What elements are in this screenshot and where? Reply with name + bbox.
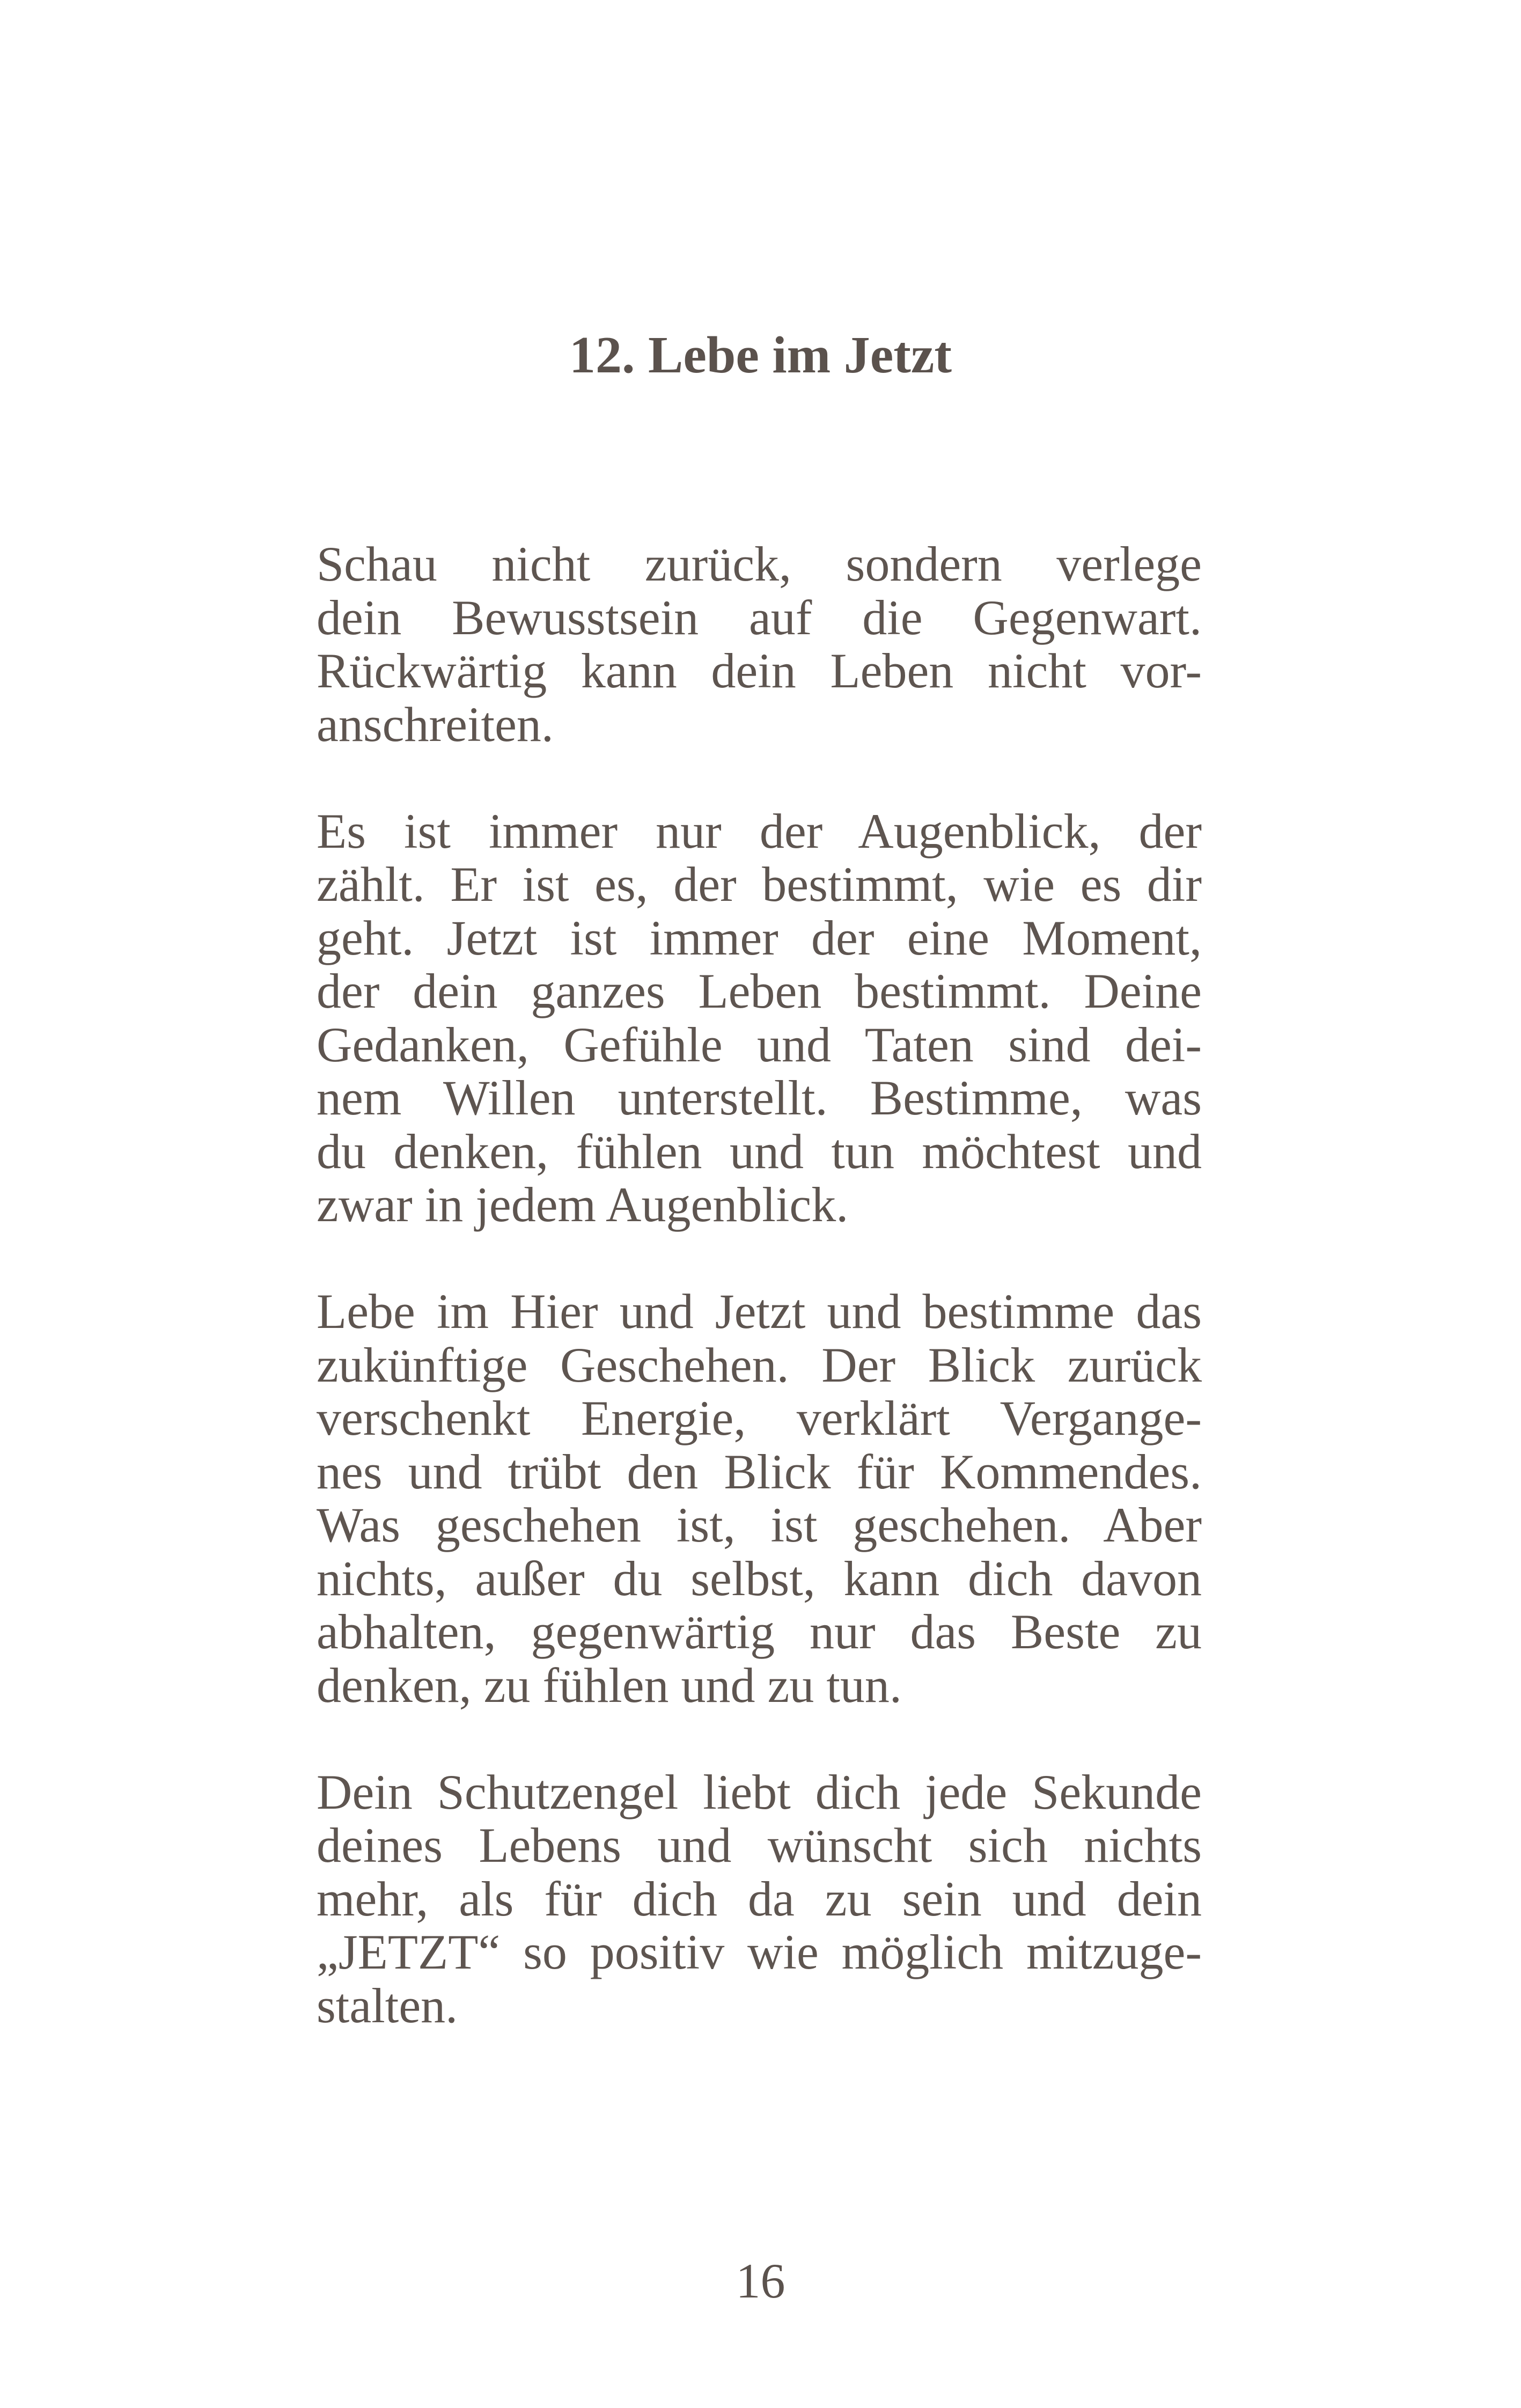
- text-line: zwar in jedem Augenblick.: [317, 1177, 849, 1232]
- text-line: nichts, außer du selbst, kann dich davon: [317, 1551, 1202, 1606]
- chapter-heading: 12. Lebe im Jetzt: [569, 326, 952, 384]
- text-line: anschreiten.: [317, 696, 554, 752]
- text-line: Was geschehen ist, ist geschehen. Aber: [317, 1497, 1202, 1552]
- text-line: deines Lebens und wünscht sich nichts: [317, 1818, 1202, 1873]
- text-line: zukünftige Geschehen. Der Blick zurück: [317, 1337, 1202, 1392]
- paragraph-1: [317, 538, 1202, 751]
- text-line: mehr, als für dich da zu sein und dein: [317, 1871, 1202, 1926]
- text-line: Gedanken, Gefühle und Taten sind dei-: [317, 1017, 1202, 1072]
- paragraph-3: [317, 1285, 1202, 1712]
- text-line: der dein ganzes Leben bestimmt. Deine: [317, 964, 1202, 1018]
- text-line: abhalten, gegenwärtig nur das Beste zu: [317, 1604, 1202, 1659]
- text-line: verschenkt Energie, verklärt Vergange-: [317, 1391, 1202, 1445]
- text-line: denken, zu fühlen und zu tun.: [317, 1657, 902, 1713]
- text-line: Schau nicht zurück, sondern verlege: [317, 537, 1202, 591]
- text-line: du denken, fühlen und tun möchtest und: [317, 1124, 1202, 1179]
- text-line: Es ist immer nur der Augenblick, der: [317, 803, 1202, 858]
- text-line: geht. Jetzt ist immer der eine Moment,: [317, 910, 1202, 965]
- text-line: Lebe im Hier und Jetzt und bestimme das: [317, 1284, 1202, 1339]
- text-line: nem Willen unterstellt. Bestimme, was: [317, 1070, 1202, 1125]
- paragraph-2: [317, 805, 1202, 1232]
- text-line: dein Bewusstsein auf die Gegenwart.: [317, 590, 1202, 645]
- text-line: zählt. Er ist es, der bestimmt, wie es dir: [317, 857, 1202, 912]
- text-line: stalten.: [317, 1978, 458, 2033]
- text-line: Rückwärtig kann dein Leben nicht vor-: [317, 643, 1202, 698]
- chapter-body: [317, 538, 1202, 2086]
- text-line: nes und trübt den Blick für Kommendes.: [317, 1444, 1202, 1499]
- text-line: „JETZT“ so positiv wie möglich mitzuge-: [317, 1925, 1202, 1979]
- page-number: 16: [736, 2253, 785, 2308]
- paragraph-4: [317, 1766, 1202, 2033]
- text-line: Dein Schutzengel liebt dich jede Sekunde: [317, 1764, 1202, 1819]
